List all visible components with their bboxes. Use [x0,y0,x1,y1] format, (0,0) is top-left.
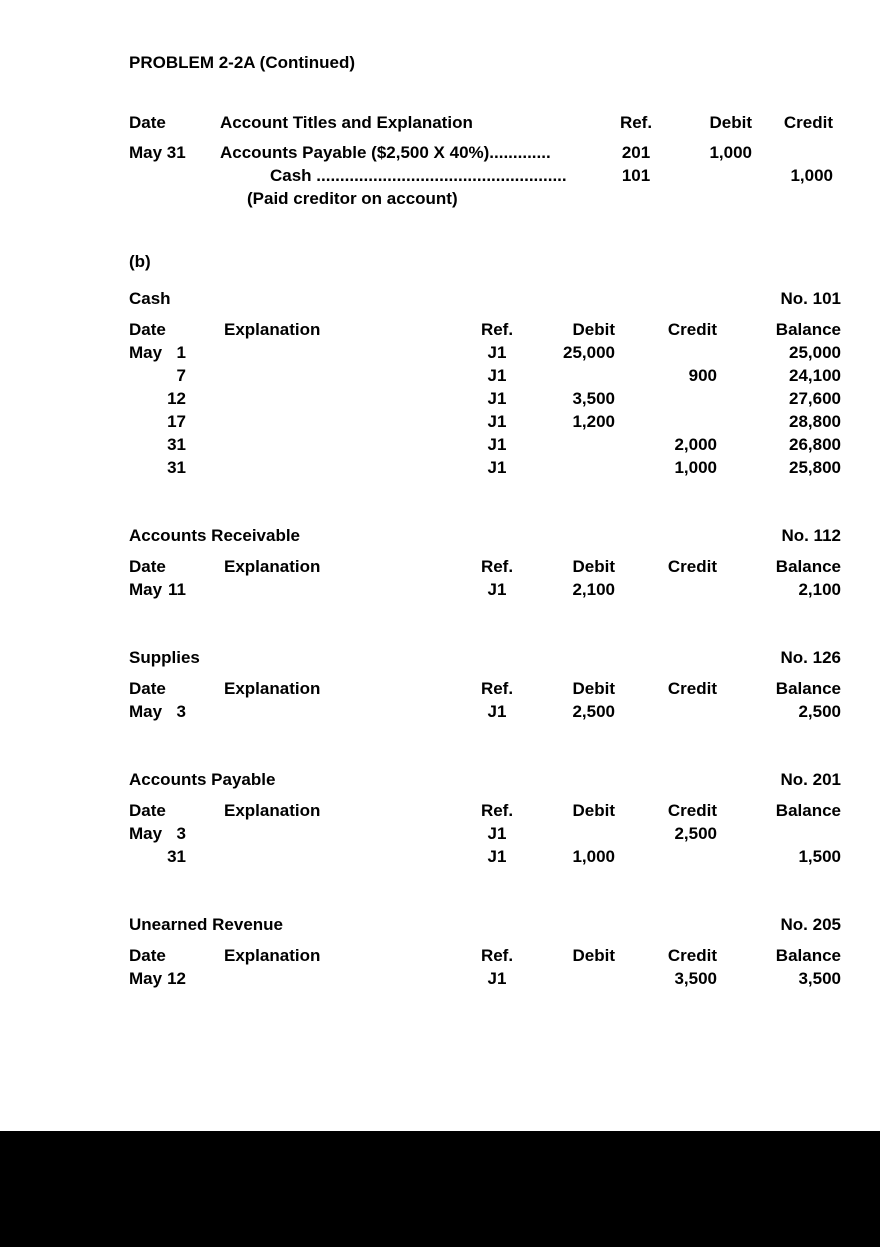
month-label: May [129,702,163,721]
journal-cell-date [129,187,220,210]
ledger-table [129,799,841,868]
ledger-accounts-receivable [129,525,841,601]
ledger-cell-explanation [224,364,467,387]
account-number: No. 101 [780,289,841,308]
ledger-header-row [129,555,841,578]
ledger-header-date: Date [129,320,166,339]
ledger-cell-credit: 1,000 [674,458,717,477]
ledger-cell-explanation [224,822,467,845]
ledger-cell-date [129,578,224,601]
ledger-row [129,433,841,456]
day-label: 3 [176,824,186,843]
ledger-table [129,555,841,601]
ledger-header-ref: Ref. [480,801,514,820]
day-label: 31 [167,847,186,866]
journal-row [129,187,833,210]
ledger-row [129,700,841,723]
ledger-cell-date [129,822,224,845]
ledger-header-explanation: Explanation [224,946,321,965]
ledger-row [129,341,841,364]
ledger-header-credit: Credit [667,557,717,576]
ledger-row [129,387,841,410]
journal-header-debit: Debit [709,113,752,132]
ledger-cell-ref: J1 [487,366,507,385]
ledger-cell-credit [615,845,717,868]
month-label: May [129,580,163,599]
ledger-row [129,967,841,990]
journal-cell-account: Accounts Payable ($2,500 X 40%)............. [220,143,551,162]
ledger-header-explanation: Explanation [224,557,321,576]
ledger-cell-balance: 24,100 [789,366,841,385]
ledger-cell-debit: 2,100 [572,580,615,599]
ledger-cell-debit: 2,500 [572,702,615,721]
account-name: Cash [129,289,171,308]
day-label: 3 [176,702,186,721]
account-number: No. 201 [780,770,841,789]
ledger-header-balance: Balance [775,320,841,339]
ledger-unearned-revenue [129,914,841,990]
ledger-header-debit: Debit [572,801,615,820]
day-label: 31 [167,458,186,477]
ledger-cell-balance: 28,800 [789,412,841,431]
ledger-cell-debit: 25,000 [563,343,615,362]
ledger-row [129,456,841,479]
journal-header-credit: Credit [783,113,833,132]
ledger-cell-debit [527,433,615,456]
ledger-header-date: Date [129,946,166,965]
ledger-cell-explanation [224,410,467,433]
ledger-cell-ref: J1 [487,389,507,408]
ledger-row [129,578,841,601]
ledger-cell-explanation [224,578,467,601]
ledger-cell-explanation [224,341,467,364]
ledger-header-ref: Ref. [480,679,514,698]
journal-cell-debit [662,164,752,187]
ledger-cell-explanation [224,433,467,456]
ledger-row [129,845,841,868]
ledger-cell-credit: 2,000 [674,435,717,454]
ledger-cell-explanation [224,456,467,479]
ledger-header-balance: Balance [775,946,841,965]
day-label: 17 [167,412,186,431]
journal-cell-credit [752,141,833,164]
day-label: 1 [176,343,186,362]
ledger-cell-balance: 2,500 [798,702,841,721]
day-label: 7 [176,366,186,385]
day-label: 12 [167,389,186,408]
ledger-row [129,410,841,433]
day-label: 31 [167,435,186,454]
ledger-cell-credit: 2,500 [674,824,717,843]
journal-table [129,111,833,210]
ledger-cell-debit [527,364,615,387]
ledger-cell-date [129,341,224,364]
ledger-cell-ref: J1 [487,435,507,454]
ledger-header-balance: Balance [775,557,841,576]
ledger-cell-debit [527,822,615,845]
journal-row [129,141,833,164]
journal-cell-debit: 1,000 [709,143,752,162]
ledger-header-debit: Debit [572,557,615,576]
ledger-supplies [129,647,841,723]
account-name: Supplies [129,648,200,667]
ledger-cell-credit [615,341,717,364]
day-label: 12 [167,969,186,988]
journal-cell-credit: 1,000 [790,166,833,185]
ledger-cell-debit: 3,500 [572,389,615,408]
day-label: 11 [168,580,186,599]
ledger-cell-date [129,387,224,410]
ledger-accounts-payable [129,769,841,868]
journal-header-date: Date [129,113,166,132]
ledger-header-balance: Balance [775,679,841,698]
ledger-header-row [129,944,841,967]
ledger-row [129,364,841,387]
ledger-cell-credit [615,387,717,410]
ledger-cell-debit: 1,000 [572,847,615,866]
ledger-cell-balance: 1,500 [798,847,841,866]
page-title: PROBLEM 2-2A (Continued) [129,53,356,72]
journal-header-ref: Ref. [619,113,653,132]
ledger-row [129,822,841,845]
ledger-header-ref: Ref. [480,320,514,339]
ledger-header-debit: Debit [572,320,615,339]
ledger-cell-ref: J1 [487,824,507,843]
ledger-cell-credit: 900 [688,366,717,385]
account-name: Accounts Receivable [129,526,301,545]
ledger-cell-balance: 25,800 [789,458,841,477]
ledger-header-debit: Debit [572,679,615,698]
ledger-cell-date [129,410,224,433]
ledger-cell-ref: J1 [487,343,507,362]
ledger-cell-balance [717,822,841,845]
journal-cell-date: May 31 [129,143,186,162]
account-number: No. 126 [780,648,841,667]
account-name: Unearned Revenue [129,915,283,934]
ledger-cell-balance: 3,500 [798,969,841,988]
ledger-cell-ref: J1 [487,580,507,599]
ledger-cell-balance: 26,800 [789,435,841,454]
part-b-label: (b) [129,252,151,271]
ledger-header-explanation: Explanation [224,801,321,820]
ledger-header-ref: Ref. [480,557,514,576]
ledger-cell-debit [527,456,615,479]
account-number: No. 112 [781,526,841,545]
journal-cell-ref: 101 [621,166,651,185]
ledger-header-credit: Credit [667,946,717,965]
ledger-header-date: Date [129,679,166,698]
ledger-cell-ref: J1 [487,412,507,431]
journal-cell-account: Cash ..................................................... [270,166,567,185]
ledger-cell-credit [615,578,717,601]
ledger-header-credit: Credit [667,801,717,820]
ledger-title-row [129,288,841,309]
journal-cell-ref [610,187,662,210]
ledger-cell-date [129,967,224,990]
account-number: No. 205 [780,915,841,934]
ledger-cell-balance: 27,600 [789,389,841,408]
ledger-header-row [129,318,841,341]
ledger-header-explanation: Explanation [224,320,321,339]
ledger-title-row [129,525,841,546]
journal-row [129,164,833,187]
ledger-header-date: Date [129,801,166,820]
journal-cell-credit [752,187,833,210]
ledger-cell-credit [615,700,717,723]
account-name: Accounts Payable [129,770,276,789]
ledger-title-row [129,769,841,790]
ledger-cell-date [129,700,224,723]
ledger-cell-ref: J1 [487,847,507,866]
ledger-title-row [129,914,841,935]
ledger-cell-debit [527,967,615,990]
ledger-header-explanation: Explanation [224,679,321,698]
ledger-cell-date [129,433,224,456]
ledger-cell-credit [615,410,717,433]
month-label: May [129,969,163,988]
bottom-black-area [0,1131,880,1247]
ledger-cell-date [129,845,224,868]
ledger-cell-explanation [224,387,467,410]
ledger-cell-credit: 3,500 [674,969,717,988]
document-content [129,0,841,990]
ledger-cell-date [129,456,224,479]
ledger-cell-explanation [224,700,467,723]
ledger-cell-explanation [224,967,467,990]
ledger-header-credit: Credit [667,320,717,339]
journal-cell-ref: 201 [621,143,651,162]
ledger-cell-balance: 2,100 [798,580,841,599]
ledger-sections [129,288,841,990]
ledger-cell-ref: J1 [487,969,507,988]
ledger-header-balance: Balance [775,801,841,820]
ledger-header-ref: Ref. [480,946,514,965]
journal-header-account: Account Titles and Explanation [220,113,473,132]
ledger-cash [129,288,841,479]
month-label: May [129,343,163,362]
ledger-title-row [129,647,841,668]
ledger-table [129,318,841,479]
journal-cell-date [129,164,220,187]
ledger-header-row [129,677,841,700]
month-label: May [129,824,163,843]
ledger-cell-date [129,364,224,387]
ledger-cell-ref: J1 [487,458,507,477]
ledger-cell-debit: 1,200 [572,412,615,431]
ledger-header-row [129,799,841,822]
ledger-table [129,944,841,990]
ledger-header-debit: Debit [572,946,615,965]
ledger-cell-explanation [224,845,467,868]
ledger-header-date: Date [129,557,166,576]
journal-header-row [129,111,833,141]
journal-cell-debit [662,187,752,210]
journal-cell-account: (Paid creditor on account) [247,189,458,208]
ledger-cell-ref: J1 [487,702,507,721]
ledger-header-credit: Credit [667,679,717,698]
ledger-table [129,677,841,723]
ledger-cell-balance: 25,000 [789,343,841,362]
